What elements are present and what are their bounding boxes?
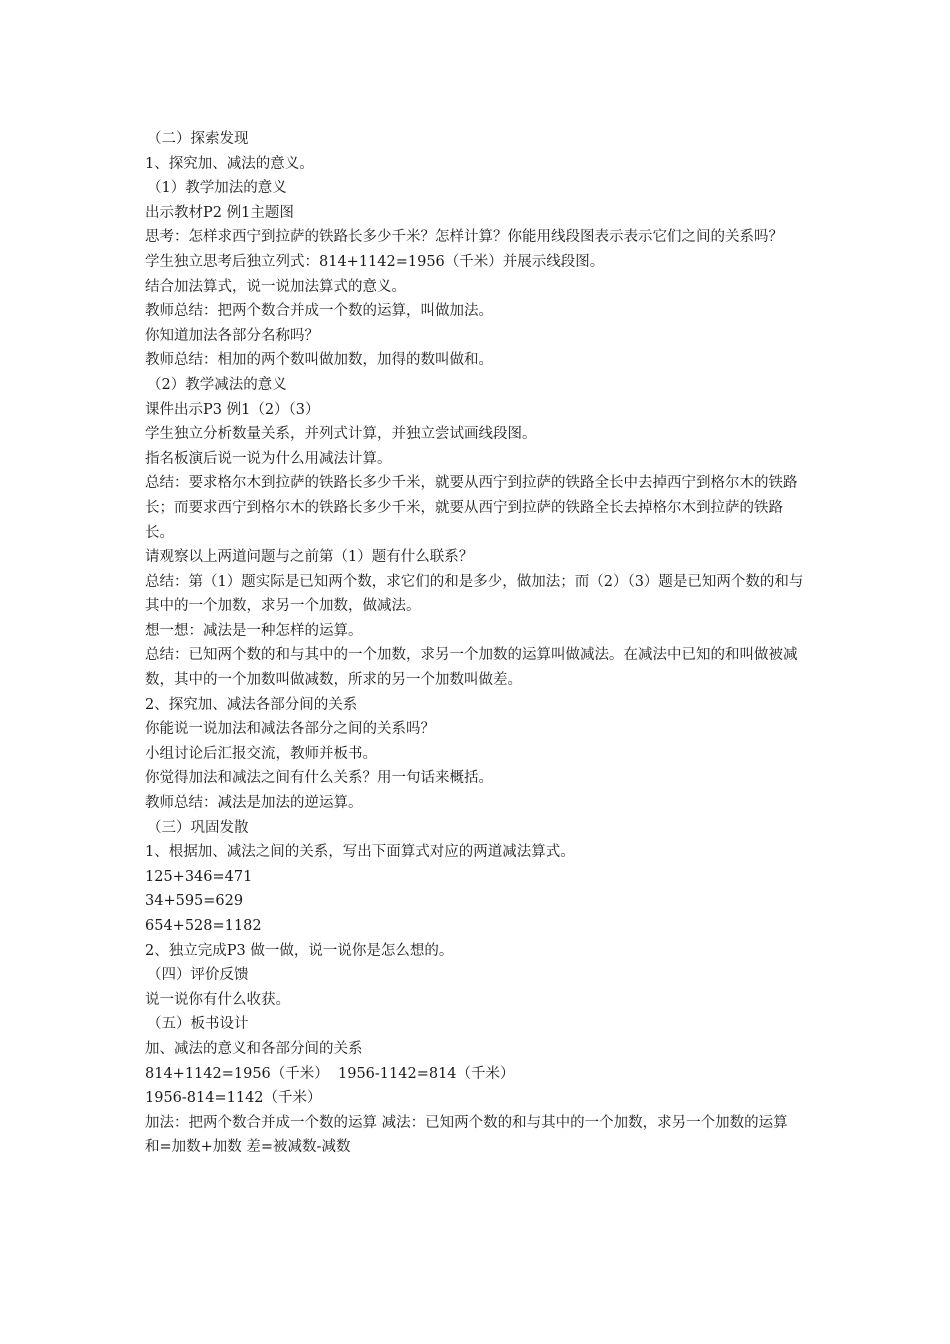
equation-line: 和=加数+加数 差=被减数-减数: [145, 1139, 351, 1156]
subsection-heading: （2）教学减法的意义: [147, 376, 287, 393]
section-heading-explore: （二）探索发现: [147, 131, 249, 147]
section-heading-board-design: （五）板书设计: [147, 1016, 249, 1033]
text-line: 你觉得加法和减法之间有什么关系？用一句话来概括。: [145, 770, 493, 787]
text-line: 学生独立分析数量关系，并列式计算，并独立尝试画线段图。: [145, 426, 537, 443]
equation-line: 814+1142=1956（千米） 1956-1142=814（千米）: [145, 1065, 515, 1082]
text-line: 结合加法算式，说一说加法算式的意义。: [145, 278, 406, 295]
subsection-heading: 2、探究加、减法各部分间的关系: [145, 696, 358, 713]
subsection-heading: （1）教学加法的意义: [147, 180, 287, 197]
text-line: 指名板演后说一说为什么用减法计算。: [145, 450, 392, 467]
section-heading-feedback: （四）评价反馈: [147, 967, 249, 984]
text-line: 说一说你有什么收获。: [145, 991, 290, 1008]
text-line: 教师总结：相加的两个数叫做加数，加得的数叫做和。: [145, 352, 493, 369]
subsection-heading: 1、探究加、减法的意义。: [145, 155, 314, 172]
text-paragraph: 总结：已知两个数的和与其中的一个加数，求另一个加数的运算叫做减法。在减法中已知的和叫做被减数，其中的一个加数叫做减数，所求的另一个加数叫做差。: [145, 647, 798, 689]
text-line: 请观察以上两道问题与之前第（1）题有什么联系？: [145, 549, 474, 566]
text-paragraph: 加法：把两个数合并成一个数的运算 减法：已知两个数的和与其中的一个加数，求另一个加数的运算: [145, 1114, 788, 1131]
text-line: 你知道加法各部分名称吗？: [145, 327, 319, 344]
text-line: 1、根据加、减法之间的关系，写出下面算式对应的两道减法算式。: [145, 844, 575, 861]
text-line: 小组讨论后汇报交流，教师并板书。: [145, 745, 377, 762]
text-paragraph: 思考：怎样求西宁到拉萨的铁路长多少千米？怎样计算？你能用线段图表示表示它们之间的关系吗？: [145, 229, 783, 246]
equation-line: 654+528=1182: [145, 918, 262, 934]
text-line: 出示教材P2 例1主题图: [145, 204, 294, 221]
text-line: 课件出示P3 例1（2）（3）: [145, 401, 320, 418]
text-paragraph: 总结：第（1）题实际是已知两个数，求它们的和是多少，做加法；而（2）（3）题是已知两个数的和与其中的一个加数，求另一个加数，做减法。: [145, 573, 804, 615]
text-line: 学生独立思考后独立列式：814+1142=1956（千米）并展示线段图。: [145, 253, 605, 270]
equation-line: 1956-814=1142（千米）: [145, 1090, 322, 1107]
text-line: 加、减法的意义和各部分间的关系: [145, 1040, 363, 1057]
equation-line: 34+595=629: [145, 893, 244, 910]
document-body: [145, 127, 810, 1160]
text-line: 教师总结：把两个数合并成一个数的运算，叫做加法。: [145, 303, 493, 320]
text-paragraph: 总结：要求格尔木到拉萨的铁路长多少千米，就要从西宁到拉萨的铁路全长中去掉西宁到格尔木的铁路长；而要求西宁到格尔木的铁路长多少千米，就要从西宁到拉萨的铁路全长去掉格尔木到拉萨的铁路长。: [145, 475, 798, 541]
equation-line: 125+346=471: [145, 868, 253, 885]
text-line: 你能说一说加法和减法各部分之间的关系吗？: [145, 721, 435, 738]
section-heading-consolidate: （三）巩固发散: [147, 819, 249, 836]
text-line: 想一想：减法是一种怎样的运算。: [145, 622, 363, 639]
text-line: 教师总结：减法是加法的逆运算。: [145, 795, 363, 812]
text-line: 2、独立完成P3 做一做，说一说你是怎么想的。: [145, 942, 454, 959]
